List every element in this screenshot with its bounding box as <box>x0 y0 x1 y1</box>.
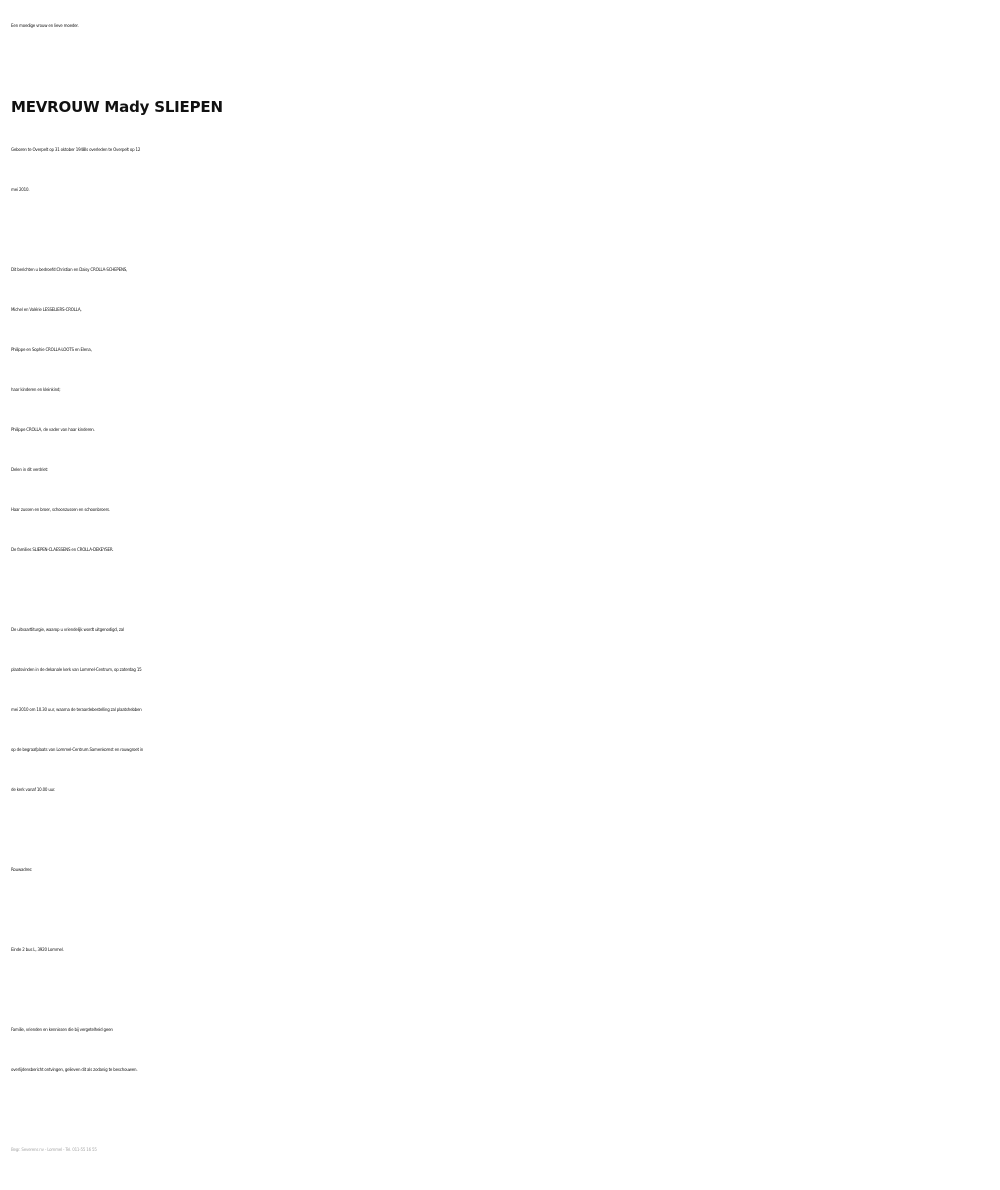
funeral-paragraph <box>11 610 991 810</box>
obituary-notice <box>11 0 991 1170</box>
funeral-line: plaatsvinden in de dekanale kerk van Lommel-Centrum, op zaterdag 15 <box>11 667 142 672</box>
spacer <box>11 210 991 250</box>
funeral-line: De uitvaartliturgie, waarop u vriendelijk wordt uitgenodigd, zal <box>11 627 124 632</box>
address-label: Rouwadres: <box>11 867 33 872</box>
birth-death-line: mei 2010. <box>11 187 30 192</box>
spacer <box>11 570 991 610</box>
funeral-home-footer: Begr. Severens nv - Lommel - Tel. 011-55 16 55 <box>11 1147 97 1152</box>
mourners-line: Dit berichten u bedroefd:Christian en Daisy CROLLA-SCHEPENS, <box>11 267 128 272</box>
spacer <box>11 810 991 850</box>
birth-death-paragraph <box>11 130 991 210</box>
mourners-line: Philippe en Sophie CROLLA-LOOTS en Elena, <box>11 347 92 352</box>
deceased-name: MEVROUW Mady SLIEPEN <box>11 98 223 116</box>
mourners-line: Delen in dit verdriet: <box>11 467 49 472</box>
mourners-line: Philippe CROLLA, de vader van haar kinderen. <box>11 427 95 432</box>
notice-line: overlijdensbericht ontvingen, gelieven dit als zodanig te beschouwen. <box>11 1067 138 1072</box>
mourners-line: Michel en Valérie LESSELIERS-CROLLA, <box>11 307 82 312</box>
mourners-line: Haar zussen en broer, schoonzussen en schoonbroers. <box>11 507 110 512</box>
spacer <box>11 1090 991 1130</box>
intro-text: Een moedige vrouw en lieve moeder. <box>11 23 79 28</box>
address-text: Einde 2 bus L, 3920 Lommel. <box>11 947 64 952</box>
mourners-line: haar kinderen en kleinkind; <box>11 387 61 392</box>
funeral-line: de kerk vanaf 10.00 uur. <box>11 787 56 792</box>
mourners-line: De families SLIEPEN-CLAESSENS en CROLLA-DEKEYSER. <box>11 547 114 552</box>
spacer <box>11 970 991 1010</box>
funeral-line: op de begraafplaats van Lommel-Centrum.Samenkomst en rouwgroet in <box>11 747 144 752</box>
notice-paragraph <box>11 1010 991 1090</box>
spacer <box>11 890 991 930</box>
mourners-paragraph <box>11 250 991 570</box>
funeral-line: mei 2010 om 10.30 uur, waarna de teraardebestelling zal plaatshebben <box>11 707 142 712</box>
birth-death-line: Geboren te Overpelt op 31 oktober 1948Is overleden te Overpelt op 12 <box>11 147 141 152</box>
notice-line: Familie, vrienden en kennissen die bij vergetelheid geen <box>11 1027 113 1032</box>
